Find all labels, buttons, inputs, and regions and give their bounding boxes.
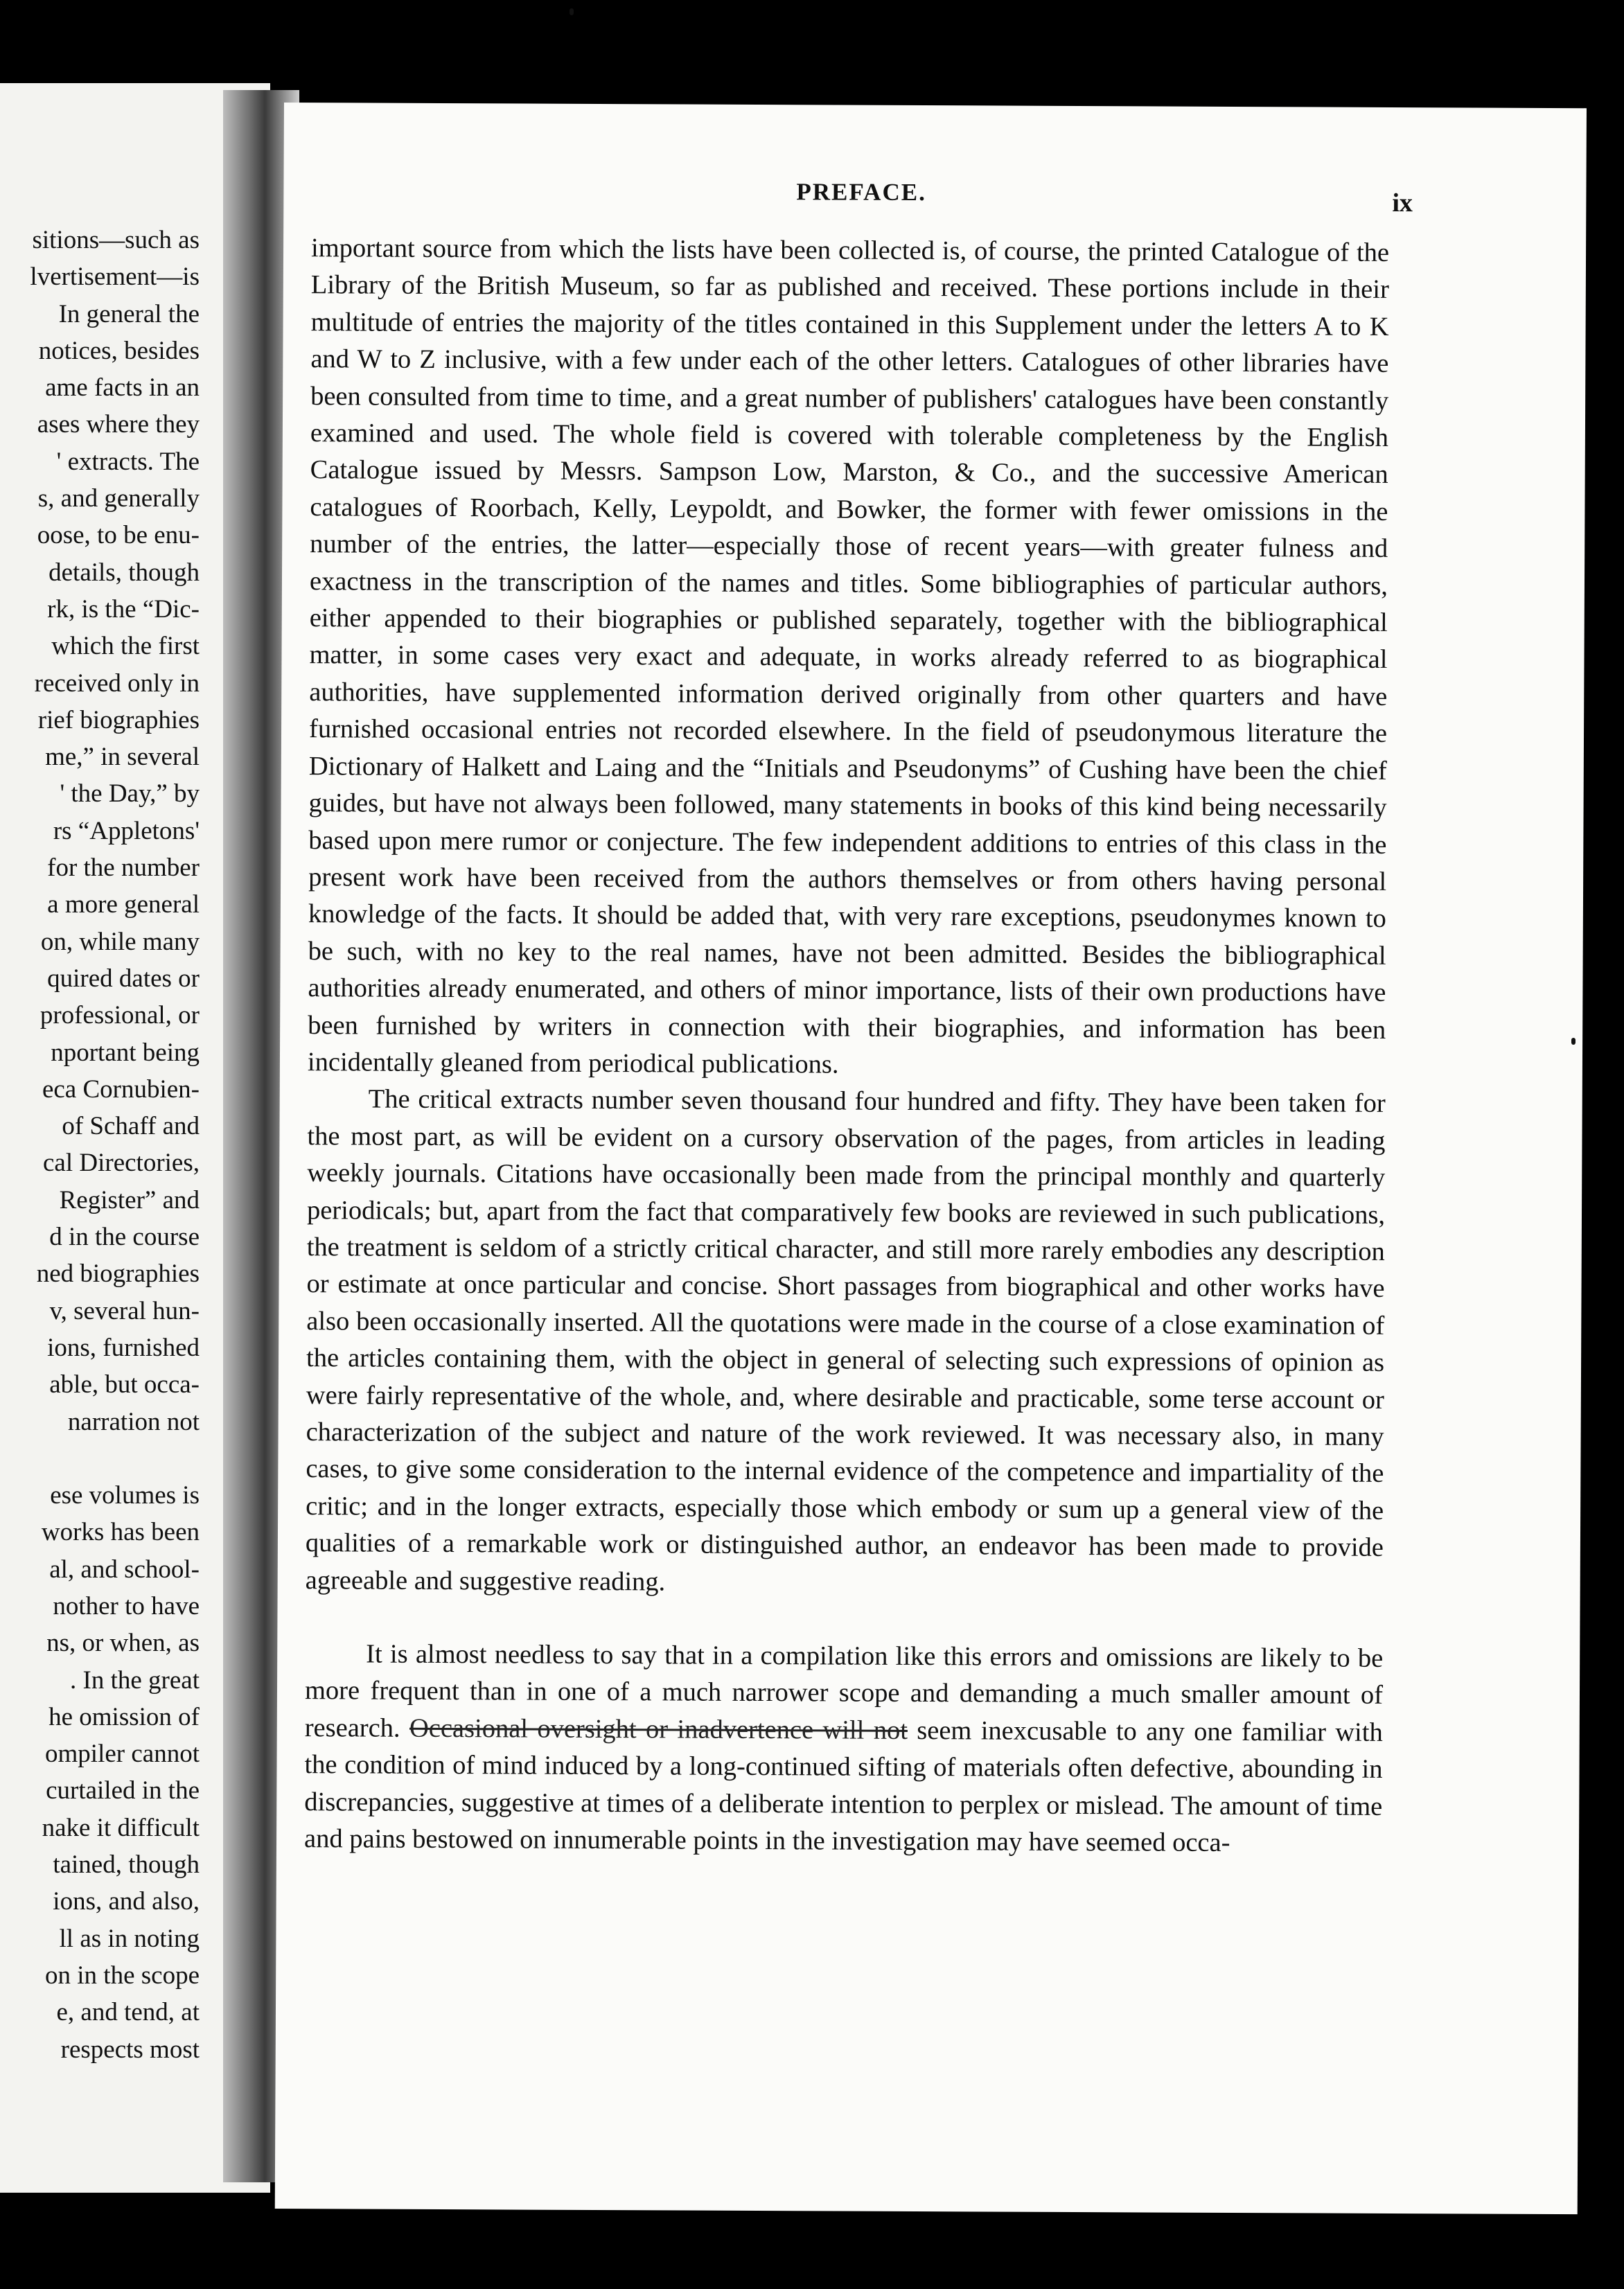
- previous-page-line: ' the Day,” by: [60, 779, 200, 808]
- previous-page-line: In general the: [58, 299, 200, 328]
- previous-page-line: nportant being: [51, 1038, 200, 1067]
- dust-speck: [570, 8, 574, 15]
- previous-page-line: which the first: [51, 632, 200, 661]
- previous-page-line: ll as in noting: [59, 1924, 200, 1953]
- previous-page-line: details, though: [48, 558, 200, 587]
- previous-page-line: oose, to be enu-: [37, 521, 200, 550]
- page-title: PREFACE.: [796, 178, 926, 206]
- previous-page-line: Register” and: [59, 1185, 200, 1214]
- previous-page-line: received only in: [34, 669, 200, 698]
- previous-page-line: narration not: [67, 1407, 200, 1436]
- previous-page-line: curtailed in the: [46, 1776, 200, 1805]
- paragraph-errors: [304, 1636, 1383, 1862]
- previous-page-line: ame facts in an: [45, 373, 200, 403]
- previous-page-line: rk, is the “Dic-: [47, 594, 200, 624]
- previous-page-line: ned biographies: [36, 1260, 200, 1289]
- page-number: ix: [1392, 188, 1413, 218]
- previous-page-line: ases where they: [37, 410, 200, 439]
- previous-page-line: a more general: [47, 890, 200, 919]
- previous-page-line: tained, though: [53, 1850, 200, 1880]
- previous-page-line: ions, and also,: [53, 1887, 200, 1916]
- preface-body: [304, 230, 1389, 1862]
- page-header: [284, 176, 1587, 218]
- previous-page-line: ' extracts. The: [56, 447, 200, 476]
- previous-page-line: e, and tend, at: [56, 1998, 200, 2027]
- previous-page-line: he omission of: [48, 1702, 200, 1731]
- previous-page-line: [0, 1440, 200, 1477]
- dust-speck: [1571, 1038, 1576, 1045]
- previous-page-line: ompiler cannot: [45, 1740, 200, 1769]
- previous-page-line: . In the great: [70, 1665, 200, 1695]
- previous-page-line: on, while many: [40, 927, 200, 956]
- previous-page-line: works has been: [41, 1518, 200, 1547]
- previous-page-line: rief biographies: [37, 705, 200, 734]
- paragraph-sources: important source from which the lists have been collected is, of course, the printed Catalogue of the Library of the British Museum, so far as published and received. These portions include in their multitude of entries the majority of the titles contained in this Supplement under the letters A to K and W to Z inclusive, with a few under each of the other letters. Catalogues of other libraries have been consulted from time to time, and a great number of publishers' catalogues have been constantly examined and used. The whole field is covered with tolerable completeness by the English Catalogue issued by Messrs. Sampson Low, Marston, & Co., and the successive American catalogues of Roorbach, Kelly, Leypoldt, and Bowker, the former with fewer omissions in the number of the entries, the latter—especially those of recent years—with greater fulness and exactness in the transcription of the names and titles. Some bibliographies of particular authors, either appended to their biographies or published separately, together with the bibliographical matter, in some cases very exact and adequate, in works already referred to as biographical authorities, have supplemented information derived originally from other quarters and have furnished occasional entries not recorded elsewhere. In the field of pseudonymous literature the Dictionary of Halkett and Laing and the “Initials and Pseudonyms” of Cushing have been the chief guides, but have not always been followed, many statements in books of this kind being necessarily based upon mere rumor or conjecture. The few independent additions to entries of this class in the present work have been received from the authors themselves or from others having personal knowledge of the facts. It should be added that, with very rare exceptions, pseudonymes known to be such, with no key to the real names, have not been admitted. Besides the bibliographical authorities already enumerated, and others of minor importance, lists of their own productions have been furnished by writers in connection with their biographies, and information has been incidentally gleaned from periodical publications.: [307, 233, 1390, 1079]
- previous-page-line: s, and generally: [37, 484, 200, 513]
- paragraph-critical-extracts: The critical extracts number seven thousand four hundred and fifty. They have been taken for the most part, as will be evident on a cursory observation of the pages, from articles in leading weekly journals. Citations have occasionally been made from the principal monthly and quarterly periodicals; but, apart from the fact that comparatively few books are reviewed in such publications, the treatment is seldom of a strictly critical character, and still more rarely embodies any description or estimate at once particular and concise. Short passages from biographical and other works have also been occasionally inserted. All the quotations were made in the course of a close examination of the articles containing them, with the object in general of selecting such expressions of opinion as were fairly representative of the whole, and, where desirable and practicable, some terse account or characterization of the subject and nature of the work reviewed. It was necessary also, in many cases, to give some consideration to the internal evidence of the competence and impartiality of the critic; and in the longer extracts, especially those which embody or sum up a general view of the qualities of a remarkable work or distinguished author, an endeavor has been made to provide agreeable and suggestive reading.: [305, 1084, 1386, 1597]
- previous-page-line: lvertisement—is: [30, 263, 200, 292]
- previous-page-line: notices, besides: [38, 336, 200, 365]
- previous-page-text: [0, 222, 200, 2068]
- struck-through-text: Occasional oversight or inadvertence will not: [409, 1713, 908, 1745]
- paragraph-errors-start: It is almost needless to say that in a compilation like this errors and omissions are likely to be more frequent than in one of a much narrower scope and demanding a much smaller amount of research.: [304, 1639, 1384, 1743]
- previous-page-line: respects most: [60, 2035, 200, 2064]
- previous-page-line: ions, furnished: [47, 1333, 200, 1362]
- previous-page-line: al, and school-: [49, 1555, 200, 1584]
- paragraph-errors-end: seem inexcusable to any one familiar with the condition of mind induced by a long-continued sifting of materials often defective, abounding in discrepancies, suggestive at times of a deliberate intention to perplex or mislead. The amount of time and pains bestowed on innumerable points in the investigation may have seemed occa-: [303, 1715, 1383, 1858]
- previous-page-line: nother to have: [53, 1591, 200, 1620]
- previous-page-line: sitions—such as: [32, 226, 200, 254]
- previous-page-line: on in the scope: [45, 1961, 200, 1990]
- preface-page: [275, 103, 1587, 2214]
- previous-page-line: v, several hun-: [49, 1296, 200, 1325]
- previous-page-line: me,” in several: [45, 743, 200, 772]
- previous-page-line: quired dates or: [47, 964, 200, 993]
- previous-page-line: professional, or: [39, 1001, 200, 1030]
- previous-page-line: of Schaff and: [62, 1112, 200, 1141]
- previous-page-line: ese volumes is: [50, 1481, 200, 1510]
- previous-page-line: eca Cornubien-: [42, 1075, 200, 1104]
- previous-page-line: ns, or when, as: [46, 1629, 200, 1658]
- previous-page-line: cal Directories,: [43, 1149, 200, 1178]
- previous-page-line: d in the course: [49, 1223, 200, 1252]
- previous-page-line: rs “Appletons': [53, 816, 200, 845]
- previous-page-line: nake it difficult: [42, 1813, 200, 1842]
- previous-page-line: able, but occa-: [49, 1370, 200, 1399]
- previous-page-line: for the number: [47, 854, 200, 883]
